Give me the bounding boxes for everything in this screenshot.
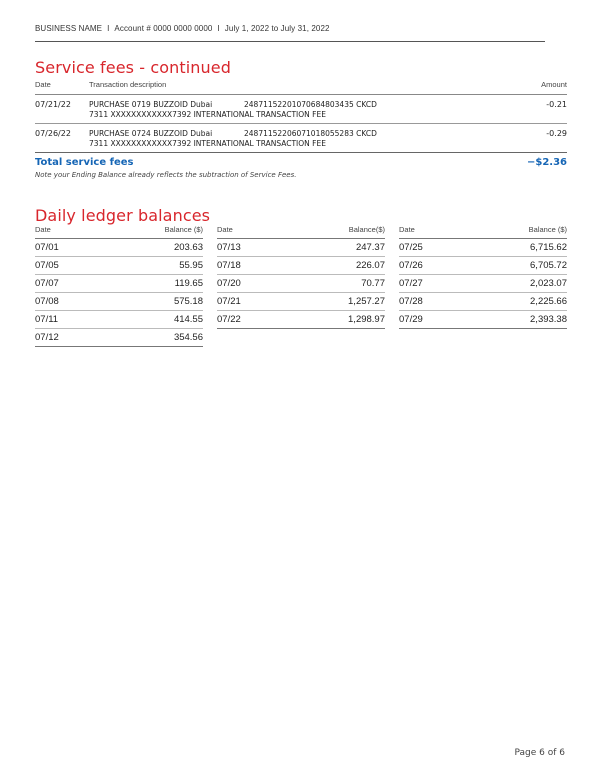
ledger-balance: 247.37: [355, 242, 385, 253]
ledger-header-row: [217, 225, 385, 239]
table-row: [217, 257, 385, 275]
ledger-date: 07/20: [217, 278, 241, 289]
table-row: [399, 293, 567, 311]
ledger-balance: 226.07: [355, 260, 385, 271]
table-row: [35, 311, 203, 329]
table-row: [217, 239, 385, 257]
ledger-date-header: Date: [399, 225, 415, 234]
page-number: Page 6 of 6: [514, 748, 565, 758]
ledger-balance-header: Balance ($): [528, 225, 567, 234]
ledger-balance: 575.18: [173, 296, 203, 307]
table-row: [35, 329, 203, 347]
business-name: BUSINESS NAME: [35, 24, 103, 33]
ledger-balance: 2,023.07: [530, 278, 567, 289]
table-row: [35, 95, 567, 124]
ledger-balance-header: Balance($): [348, 225, 385, 234]
table-row: [217, 275, 385, 293]
ledger-date: 07/29: [399, 314, 423, 325]
ledger-balance: 1,257.27: [348, 296, 385, 307]
ledger-header-row: [399, 225, 567, 239]
ledger-date-header: Date: [35, 225, 51, 234]
service-fees-table: [35, 80, 567, 179]
ledger-balance: 2,393.38: [530, 314, 567, 325]
table-row: [217, 293, 385, 311]
fee-amount: -0.29: [546, 129, 567, 138]
total-label: Total service fees: [35, 157, 134, 168]
col-description-header: Transaction description: [89, 80, 167, 89]
ledger-balance: 1,298.97: [348, 314, 385, 325]
statement-period: July 1, 2022 to July 31, 2022: [224, 24, 330, 33]
ledger-balance: 2,225.66: [530, 296, 567, 307]
table-row: [217, 311, 385, 329]
ledger-date: 07/13: [217, 242, 241, 253]
table-row: [35, 275, 203, 293]
ledger-date: 07/26: [399, 260, 423, 271]
ledger-date: 07/21: [217, 296, 241, 307]
ledger-balance: 6,705.72: [530, 260, 567, 271]
ledger-column: [35, 225, 203, 347]
fee-reference: 24871152201070684803435 CKCD: [244, 100, 377, 109]
table-row: [35, 293, 203, 311]
fee-description: [89, 129, 497, 148]
statement-header: [35, 24, 545, 42]
service-fees-title: Service fees - continued: [35, 58, 231, 77]
fee-description-line2: 7311 XXXXXXXXXXXX7392 INTERNATIONAL TRANSACTION FEE: [89, 139, 326, 148]
ledger-balance: 203.63: [173, 242, 203, 253]
ledger-column: [217, 225, 385, 347]
ledger-date-header: Date: [217, 225, 233, 234]
ledger-date: 07/08: [35, 296, 59, 307]
fee-date: 07/21/22: [35, 100, 71, 109]
fee-amount: -0.21: [546, 100, 567, 109]
col-date-header: Date: [35, 80, 51, 89]
ledger-balance: 6,715.62: [530, 242, 567, 253]
ledger-column: [399, 225, 567, 347]
fee-description: [89, 100, 497, 119]
account-number: Account # 0000 0000 0000: [114, 24, 213, 33]
service-fees-header-row: [35, 80, 567, 95]
table-row: [399, 275, 567, 293]
total-value: −$2.36: [526, 157, 567, 168]
ledger-balance-header: Balance ($): [164, 225, 203, 234]
ledger-date: 07/12: [35, 332, 59, 343]
table-row: [35, 239, 203, 257]
ledger-date: 07/11: [35, 314, 59, 325]
table-row: [399, 257, 567, 275]
table-row: [35, 124, 567, 153]
ledger-date: 07/22: [217, 314, 241, 325]
ledger-balance: 70.77: [361, 278, 385, 289]
ledger-date: 07/07: [35, 278, 59, 289]
fee-transaction: PURCHASE 0719 BUZZOID Dubai: [89, 100, 213, 109]
ledger-date: 07/18: [217, 260, 241, 271]
ledger-balance: 354.56: [173, 332, 203, 343]
table-row: [399, 239, 567, 257]
ledger-date: 07/01: [35, 242, 59, 253]
fee-description-line2: 7311 XXXXXXXXXXXX7392 INTERNATIONAL TRANSACTION FEE: [89, 110, 326, 119]
ledger-date: 07/27: [399, 278, 423, 289]
ledger-balance: 55.95: [179, 260, 203, 271]
fee-reference: 24871152206071018055283 CKCD: [244, 129, 377, 138]
ending-balance-note: Note your Ending Balance already reflects the subtraction of Service Fees.: [35, 171, 297, 179]
daily-ledger-table: [35, 225, 567, 347]
header-separator: I: [107, 24, 110, 33]
fee-transaction: PURCHASE 0724 BUZZOID Dubai: [89, 129, 213, 138]
header-separator: I: [217, 24, 220, 33]
ledger-date: 07/25: [399, 242, 423, 253]
total-service-fees: [35, 157, 567, 168]
ledger-balance: 119.65: [174, 278, 203, 289]
table-row: [399, 311, 567, 329]
ledger-balance: 414.55: [173, 314, 203, 325]
fee-date: 07/26/22: [35, 129, 71, 138]
ledger-header-row: [35, 225, 203, 239]
col-amount-header: Amount: [541, 80, 567, 89]
table-row: [35, 257, 203, 275]
ledger-date: 07/05: [35, 260, 59, 271]
daily-ledger-title: Daily ledger balances: [35, 206, 211, 225]
ledger-date: 07/28: [399, 296, 423, 307]
